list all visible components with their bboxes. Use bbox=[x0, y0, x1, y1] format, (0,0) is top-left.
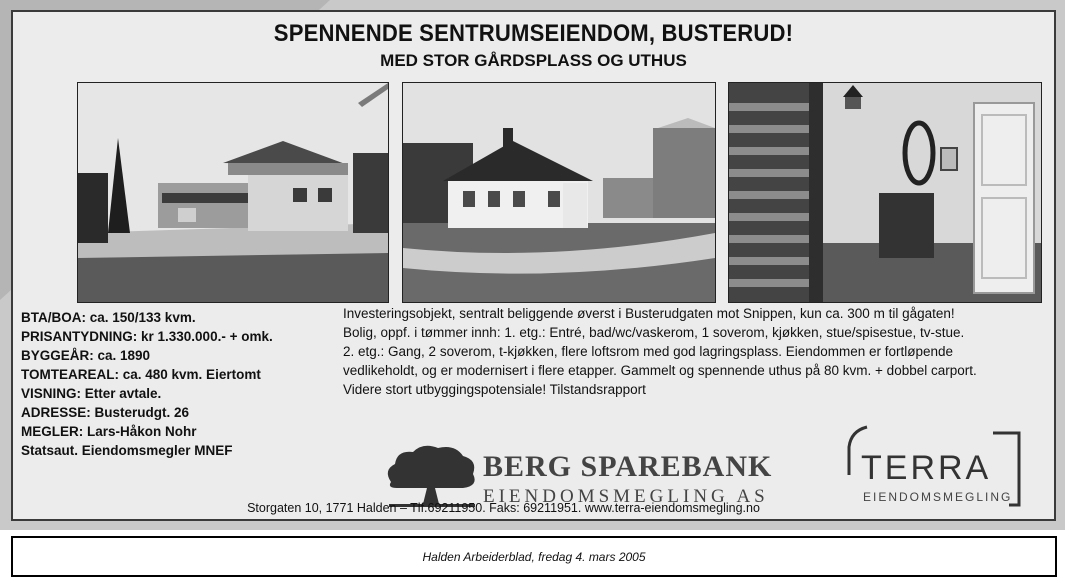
real-estate-advertisement bbox=[11, 10, 1056, 521]
description-line: Investeringsobjekt, sentralt beliggende øverst i Busterudgaten mot Snippen, kun ca. 300 m til gågaten! bbox=[343, 306, 955, 321]
caption-box bbox=[11, 536, 1057, 577]
description-line: 2. etg.: Gang, 2 soverom, t-kjøkken, flere loftsrom med god lagringsplass. Eiendommen er fortløpende bbox=[343, 344, 954, 359]
photo-house-exterior-image bbox=[78, 83, 388, 302]
photo-white-house-image bbox=[403, 83, 715, 302]
fact-broker: MEGLER: Lars-Håkon Nohr bbox=[21, 424, 197, 439]
fact-area: BTA/BOA: ca. 150/133 kvm. bbox=[21, 310, 196, 325]
description-line: Videre stort utbyggingspotensiale! Tilstandsrapport bbox=[343, 382, 646, 397]
description-line: Bolig, oppf. i tømmer innh: 1. etg.: Entré, bad/wc/vaskerom, 1 soverom, kjøkken, stue/spisestue, tv-stue. bbox=[343, 325, 965, 340]
property-description bbox=[343, 304, 1043, 399]
photo-white-house bbox=[402, 82, 716, 303]
fact-price: PRISANTYDNING: kr 1.330.000.- + omk. bbox=[21, 329, 273, 344]
fact-address: ADRESSE: Busterudgt. 26 bbox=[21, 405, 190, 420]
ad-subheadline: MED STOR GÅRDSPLASS OG UTHUS bbox=[380, 51, 687, 70]
fact-year-built: BYGGEÅR: ca. 1890 bbox=[21, 348, 151, 363]
property-facts bbox=[21, 308, 351, 460]
fact-lot-size: TOMTEAREAL: ca. 480 kvm. Eiertomt bbox=[21, 367, 261, 382]
description-line: vedlikeholdt, og er modernisert i flere etapper. Gammelt og spennende uthus på 80 kvm. + dobbel carport. bbox=[343, 363, 977, 378]
fact-viewing: VISNING: Etter avtale. bbox=[21, 386, 162, 401]
bank-name: BERG SPAREBANK bbox=[483, 450, 773, 483]
newspaper-caption: Halden Arbeiderblad, fredag 4. mars 2005 bbox=[422, 550, 646, 564]
terra-subtitle: EIENDOMSMEGLING bbox=[863, 490, 1013, 504]
photo-hallway-stairs bbox=[728, 82, 1042, 303]
fact-broker-title: Statsaut. Eiendomsmegler MNEF bbox=[21, 443, 233, 458]
ad-headline: SPENNENDE SENTRUMSEIENDOM, BUSTERUD! bbox=[273, 20, 794, 47]
bank-subtitle: EIENDOMSMEGLING AS bbox=[483, 486, 769, 507]
photo-hallway-stairs-image bbox=[729, 83, 1041, 302]
tree-icon bbox=[383, 442, 479, 510]
terra-name: TERRA bbox=[861, 449, 992, 487]
contact-line bbox=[13, 501, 1054, 515]
contact-text: Storgaten 10, 1771 Halden – Tlf.69211950. Faks: 69211951. www.terra-eiendomsmegling.no bbox=[247, 501, 760, 515]
terra-logo bbox=[833, 425, 1033, 510]
photo-house-exterior bbox=[77, 82, 389, 303]
